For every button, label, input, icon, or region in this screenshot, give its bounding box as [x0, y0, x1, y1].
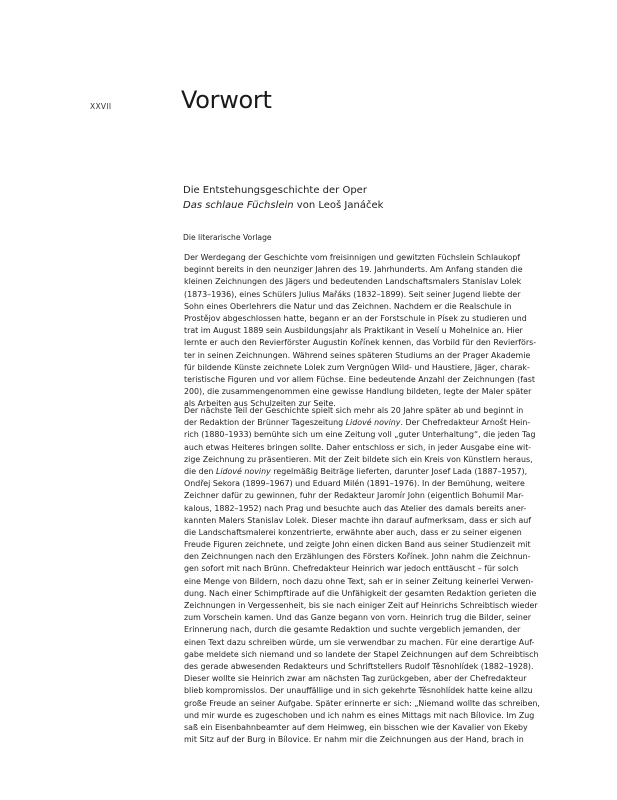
text-line [184, 454, 533, 466]
text-line [184, 478, 525, 490]
text-line [184, 710, 535, 722]
text-line [184, 313, 527, 325]
line-text: saß ein Eisenbahnbeamter auf dem Heimweg, ein bisschen wie der Kavalier von Ekeby [184, 722, 528, 732]
line-text: Zeichnungen in Vergessenheit, bis sie nach einiger Zeit auf Heinrichs Schreibtisch wieder [184, 601, 538, 610]
line-text: lernte er auch den Revierförster Augustin Kořínek kennen, das Vorbild für den Revierförs- [184, 338, 537, 348]
text-line [184, 490, 524, 502]
text-line [184, 289, 521, 301]
line-text: zige Zeichnung zu präsentieren. Mit der Zeit bildete sich ein Kreis von Künstlern heraus, [184, 454, 533, 464]
text-line [184, 515, 532, 527]
line-text: auch etwas Heiteres bringen sollte. Daher entschloss er sich, in jeder Ausgabe eine wit- [184, 442, 532, 452]
page-title: Vorwort [181, 86, 272, 114]
line-text: trat im August 1889 sein Ausbildungsjahr als Praktikant in Veselí u Mohelnice an. Hier [184, 326, 523, 336]
text-line [184, 503, 527, 515]
text-line [184, 661, 534, 673]
chapter-subheading [183, 183, 383, 213]
line-text: regelmäßig Beiträge lieferten, darunter Josef Lada (1887–1957), [270, 466, 528, 476]
paragraph-1 [184, 252, 537, 410]
line-text: gabe meldete sich niemand und so landete der Stapel Zeichnungen auf dem Schreibtisch [184, 649, 539, 659]
text-line [184, 301, 512, 313]
opera-title: Das schlaue Füchslein [183, 200, 294, 211]
text-line [184, 649, 539, 661]
text-line [184, 325, 523, 337]
line-text: kannten Malers Stanislav Lolek. Dieser machte ihn darauf aufmerksam, dass er sich auf [184, 515, 532, 525]
text-line [184, 276, 522, 288]
line-text: teristische Figuren und vor allem Füchse. Eine bedeutende Anzahl der Zeichnungen (fast [184, 374, 536, 384]
text-line [184, 551, 531, 563]
line-text: des gerade abwesenden Redakteurs und Schriftstellers Rudolf Těsnohlídek (1882–1928). [184, 661, 534, 671]
line-text: Der nächste Teil der Geschichte spielt sich mehr als 20 Jahre später ab und beginnt in [184, 406, 524, 415]
line-text: eine Menge von Bildern, noch dazu ohne Text, sah er in seiner Zeitung keinerlei Verwen- [184, 576, 534, 586]
line-text: einen Text dazu schreiben würde, um sie verwendbar zu machen. Für eine derartige Auf- [184, 637, 535, 647]
opera-composer: von Leoš Janáček [293, 200, 384, 211]
text-line [184, 576, 534, 588]
line-text: der Redaktion der Brünner Tageszeitung [184, 418, 346, 428]
text-line [184, 362, 530, 374]
line-text: kalous, 1882–1952) nach Prag und besuchte auch das Atelier des damals bereits aner- [184, 503, 527, 513]
line-text: die Landschaftsmalerei konzentrierte, erwähnte aber auch, dass er zu seiner eigenen [184, 527, 522, 537]
line-text: zum Vorschein kamen. Und das Ganze begann von vorn. Heinrich trug die Bilder, seiner [184, 613, 531, 623]
line-text: Prostějov abgeschlossen hatte, begann er an der Forstschule in Písek zu studieren und [184, 313, 527, 323]
line-text: als Arbeiten aus Schulzeiten zur Seite. [184, 399, 336, 409]
text-line [184, 600, 538, 612]
text-line [184, 405, 524, 417]
line-text: für bildende Künste zeichnete Lolek zum Vergnügen Wild- und Haustiere, Jäger, charak- [184, 362, 530, 372]
section-title: Die literarische Vorlage [183, 233, 272, 242]
text-line [184, 673, 527, 685]
text-line [184, 624, 521, 636]
text-line [184, 539, 531, 551]
text-line [184, 337, 537, 349]
line-text: (1873–1936), eines Schülers Julius Mařáks (1832–1899). Seit seiner Jugend liebte der [184, 289, 521, 299]
text-line [184, 350, 531, 362]
line-text: Zeichner dafür zu gewinnen, fuhr der Redakteur Jaromír John (eigentlich Bohumil Mar- [184, 491, 524, 501]
line-text: beginnt bereits in den neunziger Jahren des 19. Jahrhunderts. Am Anfang standen die [184, 265, 523, 275]
text-line [184, 527, 522, 539]
paragraph-2 [184, 405, 540, 746]
page-number: XXVII [90, 102, 112, 111]
line-text: mit Sitz auf der Burg in Bílovice. Er nahm mir die Zeichnungen aus der Hand, brach in [184, 735, 524, 745]
line-text: Dieser wollte sie Heinrich zwar am nächsten Tag zurückgeben, aber der Chefredakteur [184, 674, 527, 684]
newspaper-title: Lidové noviny [345, 418, 401, 428]
line-text: und mir wurde es zugeschoben und ich nahm es eines Mittags mit nach Bílovice. Im Zug [184, 710, 535, 720]
text-line [184, 637, 535, 649]
line-text: Der Werdegang der Geschichte vom freisinnigen und gewitzten Füchslein Schlaukopf [184, 253, 520, 262]
line-text: große Freude an seiner Aufgabe. Später erinnerte er sich: „Niemand wollte das schreiben, [184, 698, 540, 708]
line-text: dung. Nach einer Schimpftirade auf die Unfähigkeit der gesamten Redaktion gerieten die [184, 588, 537, 598]
subheading-line-1: Die Entstehungsgeschichte der Oper [183, 185, 367, 196]
line-text: den Zeichnungen nach den Erzählungen des Försters Kořínek. John nahm die Zeichnun- [184, 552, 531, 562]
newspaper-title: Lidové noviny [215, 466, 271, 476]
text-line [184, 734, 524, 746]
line-text: ter in seinen Zeichnungen. Während seines späteren Studiums an der Prager Akademie [184, 350, 531, 360]
text-line [184, 442, 532, 454]
line-text: gen sofort mit nach Brünn. Chefredakteur Heinrich war jedoch enttäuscht – für solch [184, 564, 519, 574]
line-text: . Der Chefredakteur Arnošt Hein- [400, 418, 531, 428]
text-line [184, 417, 531, 429]
text-line [184, 563, 519, 575]
text-line [184, 588, 537, 600]
text-line [184, 466, 528, 478]
text-line [184, 612, 531, 624]
text-line [184, 685, 533, 697]
line-text: rich (1880–1933) bemühte sich um eine Zeitung voll „guter Unterhaltung“, die jeden Tag [184, 430, 536, 440]
text-line [184, 374, 536, 386]
text-line [184, 698, 540, 710]
text-line [184, 429, 536, 441]
text-line [184, 386, 532, 398]
subheading-line-2 [183, 198, 383, 213]
text-line [184, 264, 523, 276]
line-text: die den [184, 466, 216, 476]
line-text: Erinnerung nach, durch die gesamte Redaktion und suchte vergeblich jemanden, der [184, 625, 521, 635]
line-text: Sohn eines Oberlehrers die Natur und das Zeichnen. Nachdem er die Realschule in [184, 301, 512, 311]
line-text: Ondřej Sekora (1899–1967) und Eduard Milén (1891–1976). In der Bemühung, weitere [184, 479, 525, 489]
text-line [184, 252, 520, 264]
line-text: 200), die zusammengenommen eine gewisse Handlung bildeten, legte der Maler später [184, 387, 532, 397]
text-line [184, 722, 528, 734]
line-text: kleinen Zeichnungen des Jägers und bedeutenden Landschaftsmalers Stanislav Lolek [184, 277, 522, 287]
line-text: blieb kompromisslos. Der unauffällige und in sich gekehrte Těsnohlídek hatte keine allzu [184, 686, 533, 696]
line-text: Freude Figuren zeichnete, und zeigte John einen dicken Band aus seiner Studienzeit mit [184, 540, 531, 550]
